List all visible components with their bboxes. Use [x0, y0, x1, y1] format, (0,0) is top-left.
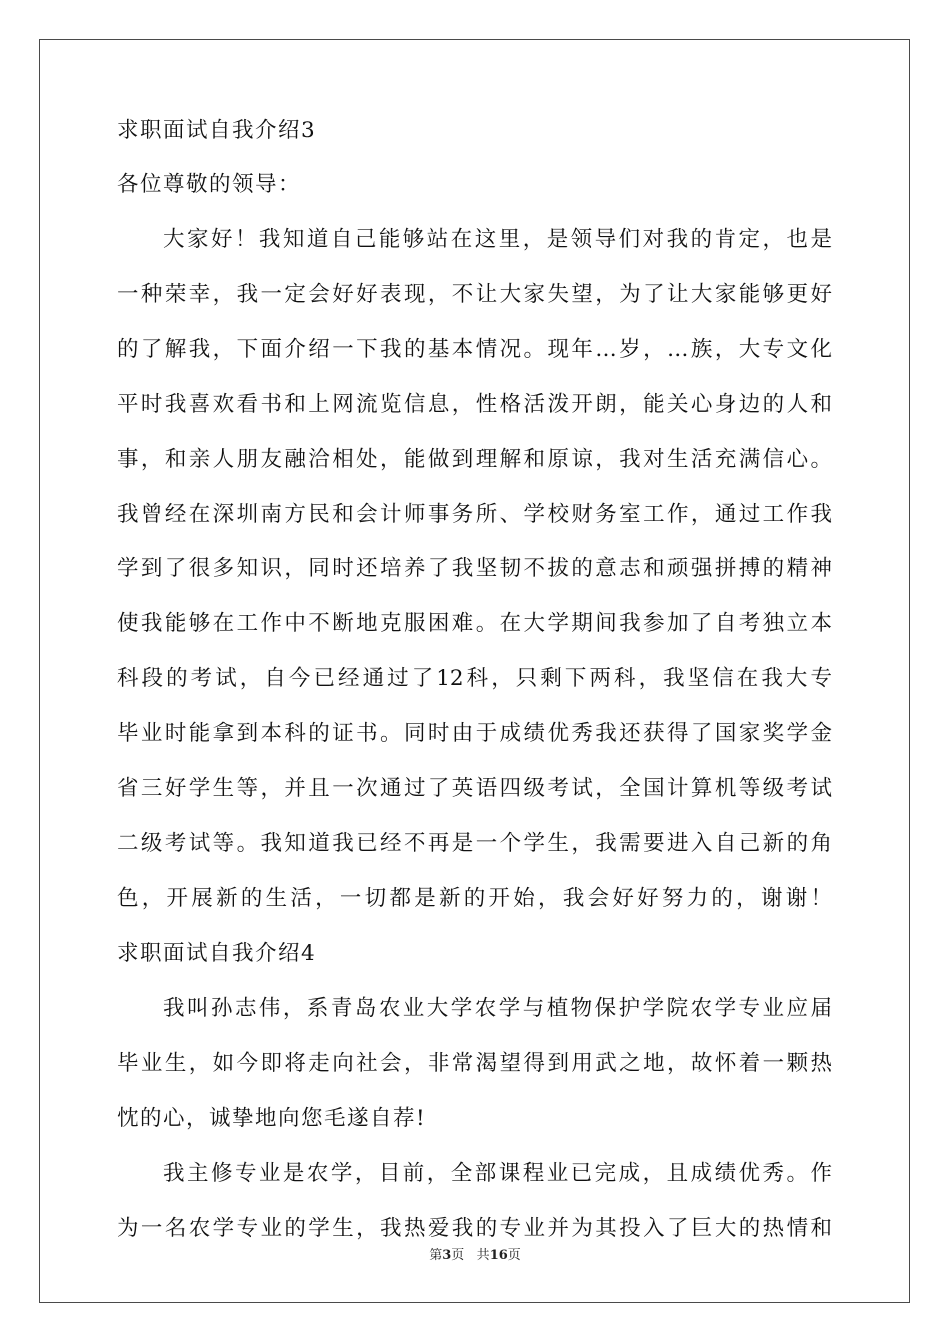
paragraph-line: 忱的心，诚挚地向您毛遂自荐! — [117, 1106, 427, 1131]
paragraph-line: 一种荣幸，我一定会好好表现，不让大家失望，为了让大家能够更好 — [117, 282, 832, 307]
paragraph-line: 平时我喜欢看书和上网流览信息，性格活泼开朗，能关心身边的人和 — [117, 392, 832, 417]
paragraph-line: 省三好学生等，并且一次通过了英语四级考试，全国计算机等级考试 — [117, 776, 832, 801]
salutation: 各位尊敬的领导： — [117, 172, 302, 197]
paragraph-line: 我叫孙志伟，系青岛农业大学农学与植物保护学院农学专业应届 — [163, 996, 832, 1021]
page-suffix: 页 — [451, 1248, 465, 1263]
paragraph-line: 毕业生，如今即将走向社会，非常渴望得到用武之地，故怀着一颗热 — [117, 1051, 832, 1076]
total-suffix: 页 — [507, 1248, 521, 1263]
paragraph-line: 科段的考试，自今已经通过了12科，只剩下两科，我坚信在我大专 — [117, 666, 832, 691]
paragraph-line: 求职面试自我介绍4 — [117, 941, 317, 966]
total-pages: 16 — [489, 1248, 508, 1263]
paragraph-line: 毕业时能拿到本科的证书。同时由于成绩优秀我还获得了国家奖学金 — [117, 721, 832, 746]
paragraph-line: 使我能够在工作中不断地克服困难。在大学期间我参加了自考独立本 — [117, 611, 832, 636]
paragraph-line: 大家好！我知道自己能够站在这里，是领导们对我的肯定，也是 — [163, 227, 832, 252]
section-heading: 求职面试自我介绍3 — [117, 118, 317, 143]
paragraph-line: 色，开展新的生活，一切都是新的开始，我会好好努力的，谢谢！ — [117, 886, 832, 911]
page-footer — [0, 1246, 950, 1266]
paragraph-line: 事，和亲人朋友融洽相处，能做到理解和原谅，我对生活充满信心。 — [117, 447, 832, 472]
paragraph-line: 我曾经在深圳南方民和会计师事务所、学校财务室工作，通过工作我 — [117, 502, 832, 527]
paragraph-line: 为一名农学专业的学生，我热爱我的专业并为其投入了巨大的热情和 — [117, 1216, 832, 1241]
paragraph-line: 二级考试等。我知道我已经不再是一个学生，我需要进入自己新的角 — [117, 831, 832, 856]
paragraph-line: 学到了很多知识，同时还培养了我坚韧不拔的意志和顽强拼搏的精神 — [117, 556, 832, 581]
page-prefix: 第 — [429, 1248, 443, 1263]
total-prefix: 共 — [476, 1248, 490, 1263]
paragraph-line: 的了解我，下面介绍一下我的基本情况。现年…岁，…族，大专文化 — [117, 337, 832, 362]
paragraph-line: 我主修专业是农学，目前，全部课程业已完成，且成绩优秀。作 — [163, 1161, 832, 1186]
page-number: 3 — [442, 1248, 452, 1263]
